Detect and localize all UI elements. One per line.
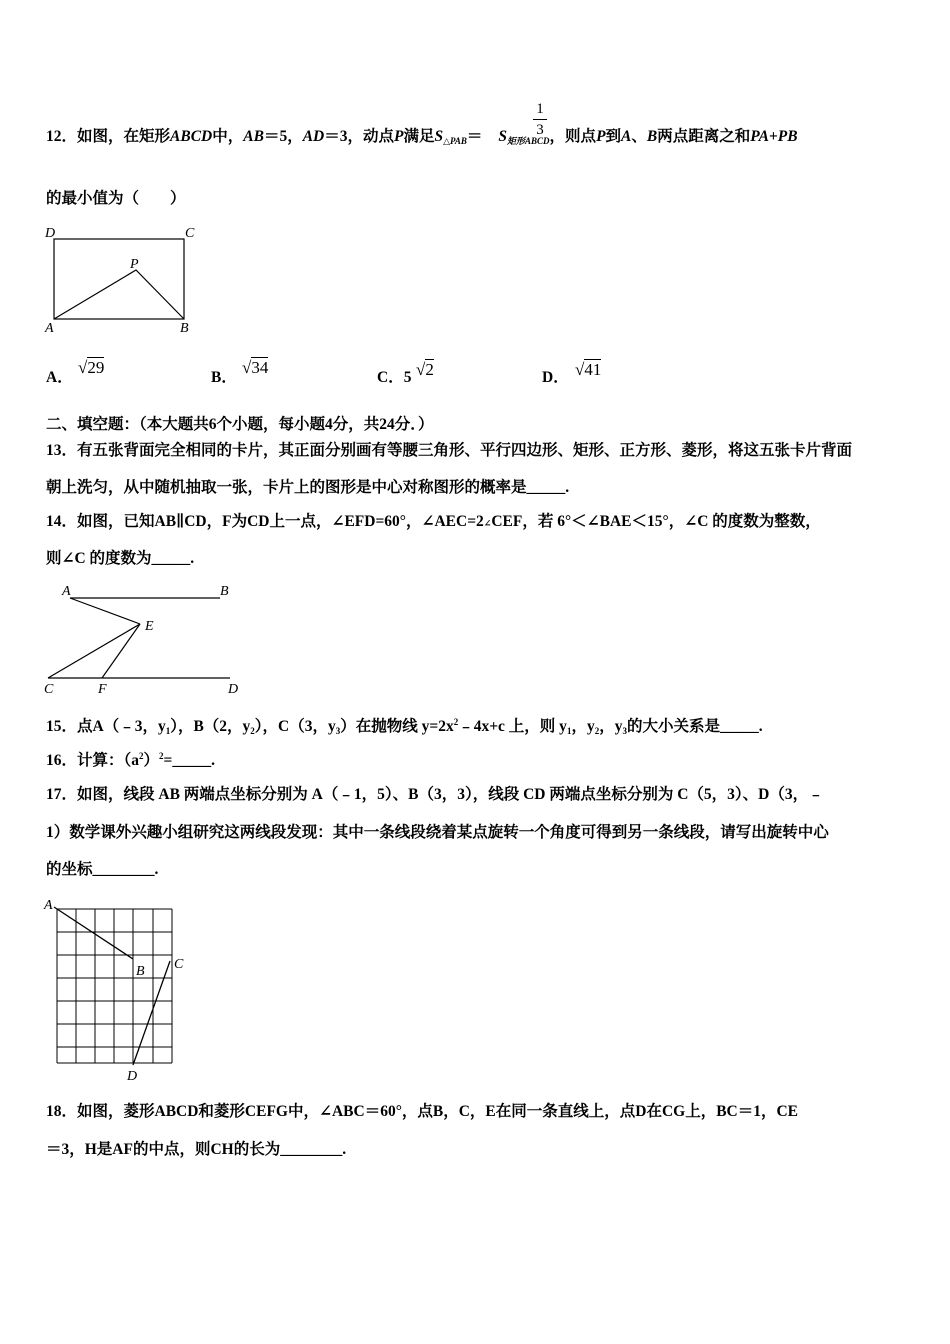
fraction-one-third <box>533 100 547 139</box>
option-b-value: √34 <box>242 358 269 377</box>
q15-line: 15．点A（﹣3，y1），B（2，y2），C（3，y3）在抛物线 $y=2x^2﹣4x+c$ 上，则 y1，y2，y3的大小关系是_____. <box>46 717 763 736</box>
label-a: A <box>62 584 71 599</box>
q12-line1: 12．如图，在矩形ABCD中，AB＝5，AD＝3，动点P满足S△PAB＝ S矩形ABCD，则点P到A、B两点距离之和PA+PB <box>46 128 798 146</box>
option-a: A． <box>46 369 73 386</box>
label-b: B <box>180 321 189 336</box>
q17-line3: 的坐标________. <box>46 861 159 878</box>
label-b: B <box>136 964 145 979</box>
label-a: A <box>45 321 54 336</box>
q18-line2: ＝3，H是AF的中点，则CH的长为________. <box>46 1141 347 1158</box>
option-c-value: √2 <box>416 360 434 379</box>
q16-line: 16．计算：$(a^2)^2=\_\_\_\_\_$. <box>46 751 215 769</box>
label-d: D <box>228 682 239 697</box>
label-b: B <box>220 584 229 599</box>
sqrt-sign: √ <box>416 360 426 379</box>
label-a: A <box>44 898 53 913</box>
label-c: C <box>185 226 195 241</box>
option-d-value: √41 <box>575 360 602 379</box>
option-c: C．5 <box>377 369 412 386</box>
q17-grid-figure <box>40 895 200 1085</box>
segments-pa-pb <box>54 270 184 319</box>
segment-ae <box>70 598 140 624</box>
q12-line2: 的最小值为（ ） <box>46 190 186 207</box>
option-d: D． <box>542 369 569 386</box>
fraction-bar <box>533 119 547 120</box>
option-b: B． <box>211 369 237 386</box>
q12-figure <box>40 222 210 337</box>
q17-line2: 1）数学课外兴趣小组研究这两线段发现：其中一条线段绕着某点旋转一个角度可得到另一条线段，请写出旋转中心 <box>46 824 829 841</box>
fraction-numerator: 1 <box>536 101 544 117</box>
q17-line1: 17．如图，线段 AB 两端点坐标分别为 A（﹣1，5）、B（3，3），线段 CD 两端点坐标分别为 C（5，3）、D（3，﹣ <box>46 786 824 803</box>
q18-line1: 18．如图，菱形ABCD和菱形CEFG中，∠ABC＝60°，点B，C，E在同一条直线上，点D在CG上，BC＝1，CE <box>46 1103 799 1120</box>
fraction-denominator: 3 <box>536 122 544 138</box>
label-d: D <box>127 1069 138 1084</box>
label-c: C <box>44 682 54 697</box>
label-p: P <box>130 257 139 272</box>
label-d: D <box>45 226 56 241</box>
label-c: C <box>174 957 184 972</box>
q14-line1: 14．如图，已知AB∥CD，F为CD上一点，∠EFD=60°，∠AEC=2∠CEF，若 6°＜∠BAE＜15°，∠C 的度数为整数， <box>46 513 821 530</box>
label-e: E <box>145 619 154 634</box>
label-f: F <box>98 682 107 697</box>
grid <box>57 909 172 1063</box>
small-angle-symbol: ∠ <box>483 518 492 528</box>
section-heading: 二、填空题：（本大题共6个小题，每小题4分，共24分．） <box>46 416 434 433</box>
q14-line2: 则∠C 的度数为_____. <box>46 550 195 567</box>
q13-line1: 13．有五张背面完全相同的卡片，其正面分别画有等腰三角形、平行四边形、矩形、正方形、菱形，将这五张卡片背面 <box>46 442 853 459</box>
q13-line2: 朝上洗匀，从中随机抽取一张，卡片上的图形是中心对称图形的概率是_____. <box>46 479 570 496</box>
q14-figure <box>40 580 250 700</box>
sqrt-sign: √ <box>242 358 252 377</box>
sqrt-sign: √ <box>78 358 88 377</box>
segment-ec <box>48 624 140 678</box>
option-a-value: √29 <box>78 358 105 377</box>
sqrt-sign: √ <box>575 360 585 379</box>
segment-ab <box>54 907 133 959</box>
segment-ef <box>102 624 140 678</box>
